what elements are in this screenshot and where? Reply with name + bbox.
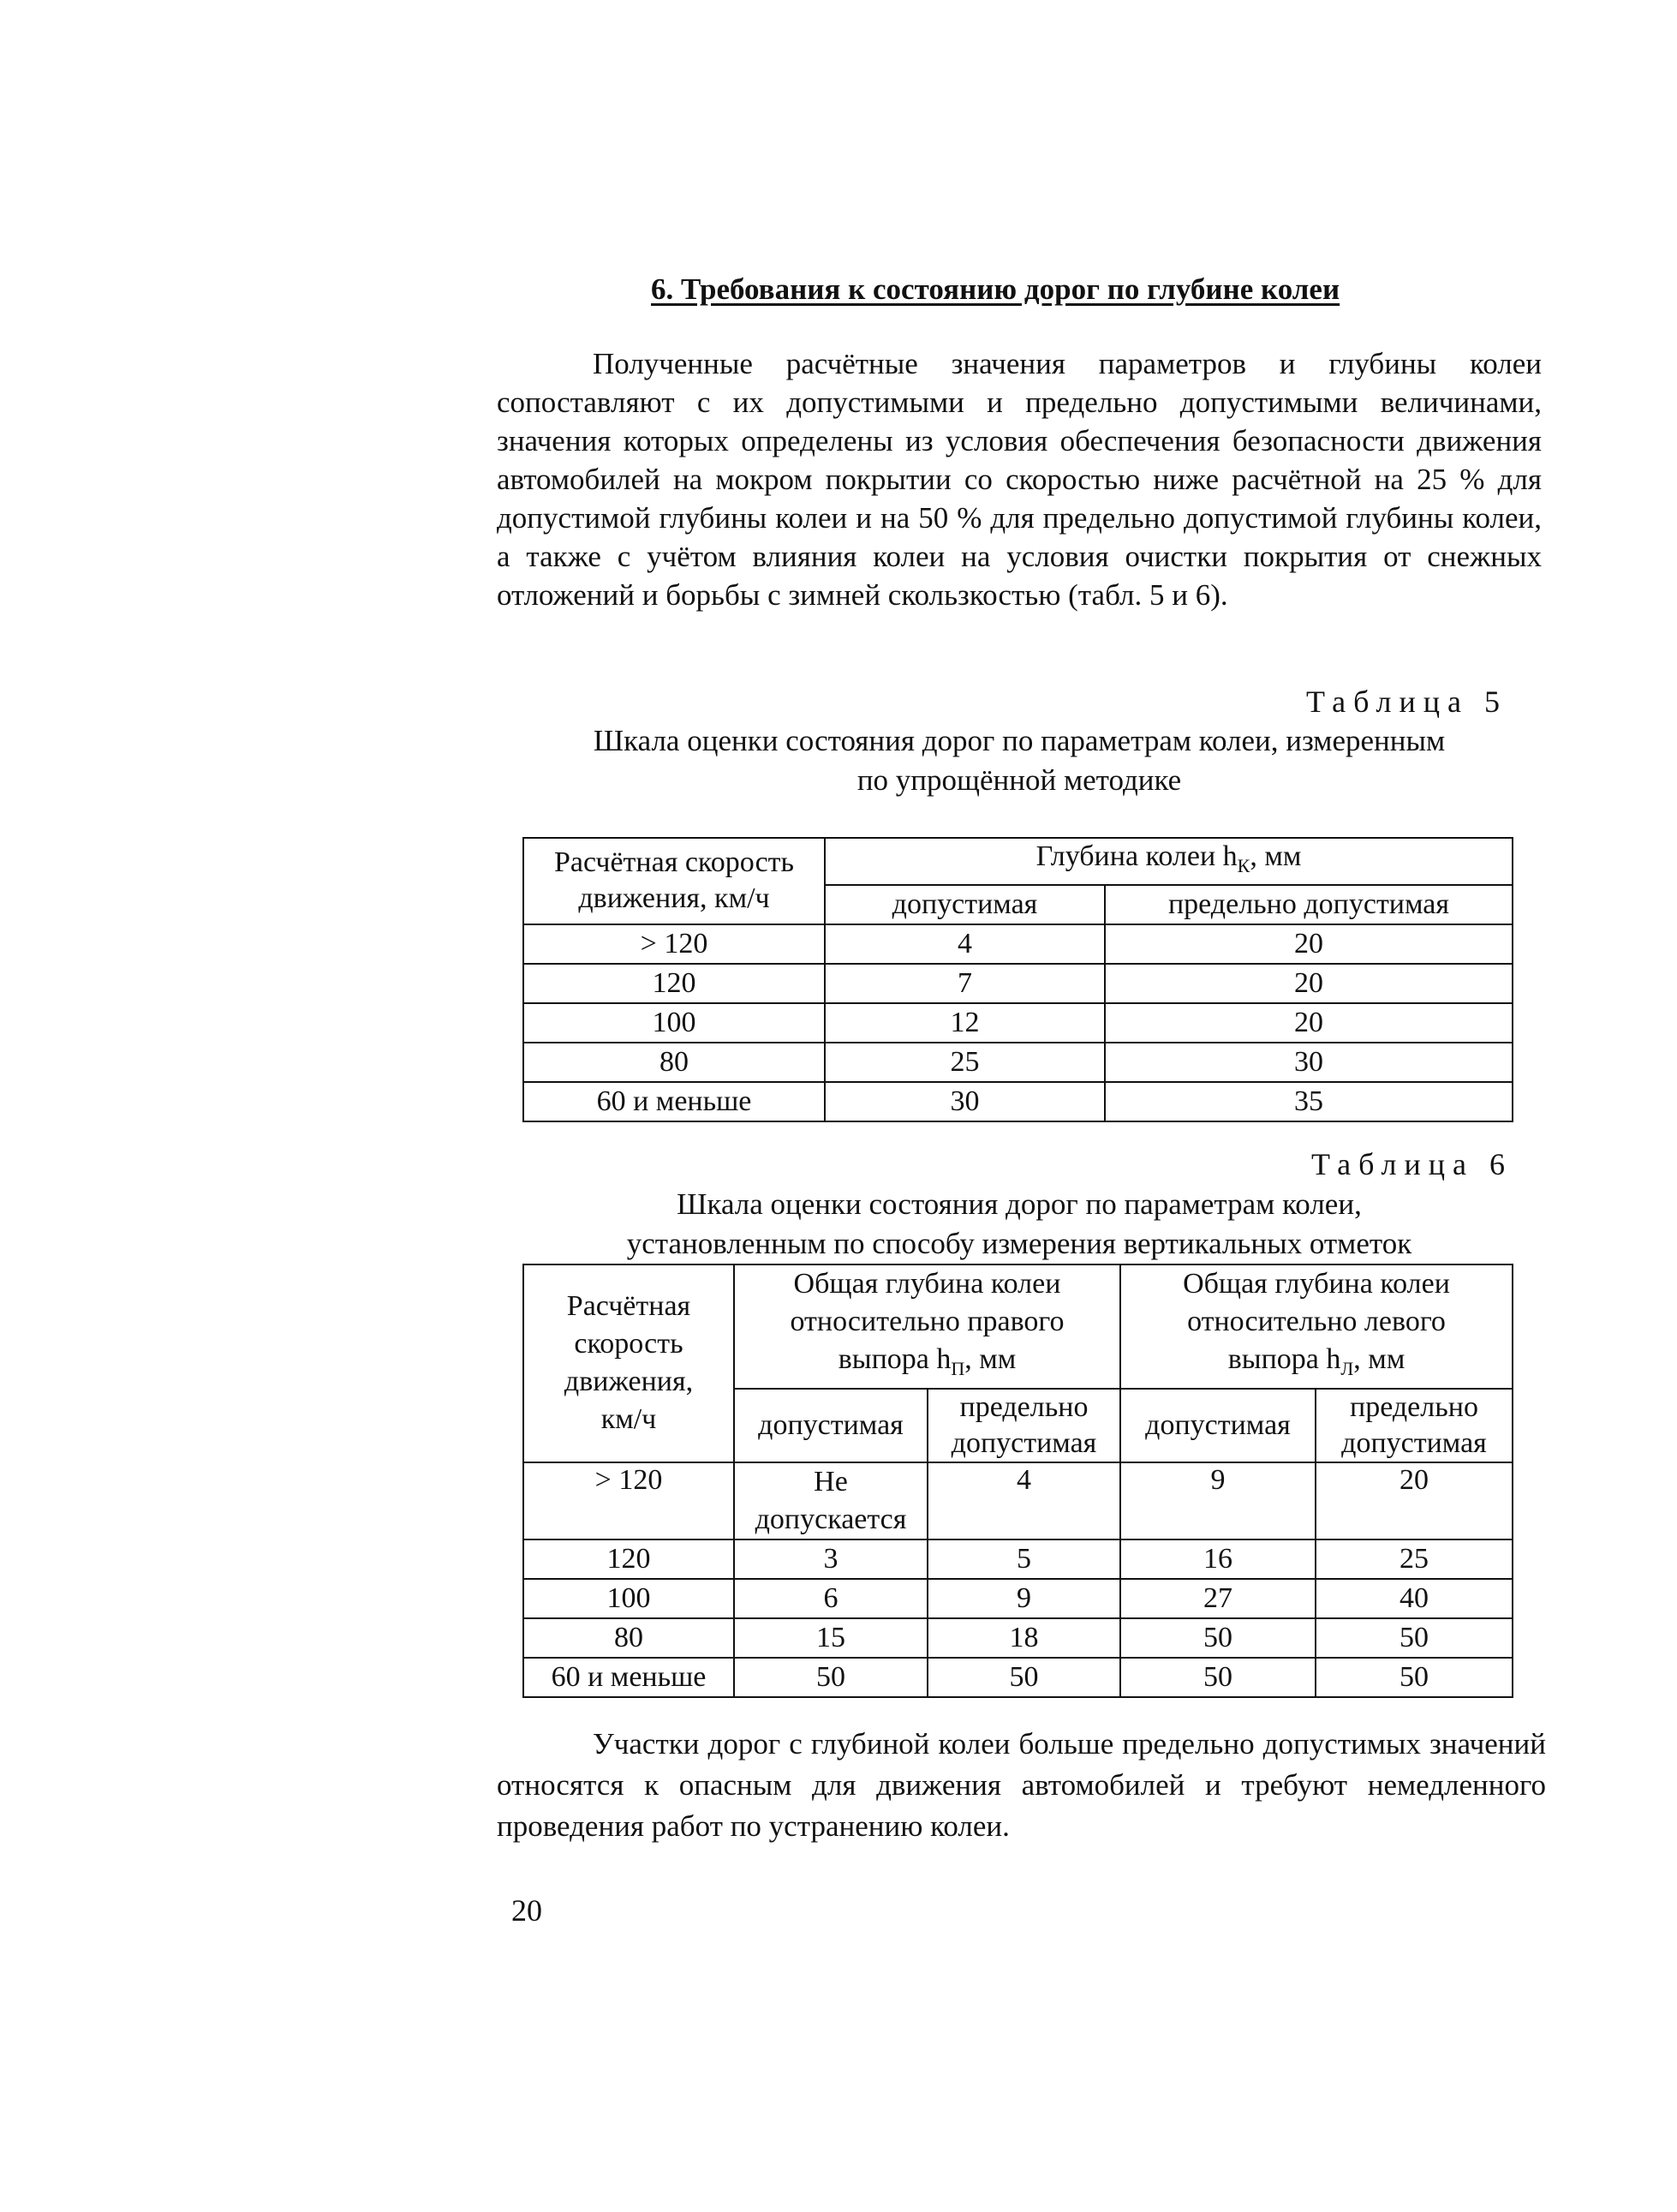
table6-cell-right-allowed	[734, 1462, 928, 1539]
table6-cell-right-max: 9	[928, 1579, 1120, 1618]
table6-label: Таблица 6	[1311, 1147, 1513, 1181]
table-row	[523, 1579, 1513, 1618]
table6-header-right-line1: Общая глубина колеи	[793, 1268, 1061, 1300]
table6-header-left-line1: Общая глубина колеи	[1183, 1268, 1450, 1300]
table5-cell-speed: 100	[523, 1003, 825, 1043]
page-number: 20	[511, 1893, 542, 1928]
table6-cell-right-allowed: 3	[734, 1539, 928, 1579]
table5-header-allowed: допустимая	[825, 885, 1105, 924]
table-row	[523, 1539, 1513, 1579]
table6-header-left-prefix: выпора h	[1227, 1343, 1341, 1375]
table5-caption-line2: по упрощённой методике	[856, 763, 1182, 797]
table6-cell-left-max: 40	[1316, 1579, 1513, 1618]
table5-cell-speed: 80	[523, 1043, 825, 1082]
table6-header-right	[734, 1264, 1120, 1389]
table5-cell-max: 35	[1105, 1082, 1513, 1121]
table6-header-left-sub: Л	[1340, 1357, 1354, 1379]
conclusion-paragraph: Участки дорог с глубиной колеи больше предельно допустимых значений относятся к опасным для движения автомобилей и требуют немедленного проведения работ по устранению колеи.	[497, 1727, 1546, 1843]
table5	[522, 837, 1513, 1122]
table6-cell-speed: 100	[523, 1579, 734, 1618]
table6-caption	[497, 1185, 1542, 1264]
table6-cell-not-allowed-line1: Не	[814, 1465, 848, 1498]
table6-cell-left-max: 50	[1316, 1618, 1513, 1658]
table-row	[523, 1043, 1513, 1082]
table6-cell-not-allowed-line2: допускается	[755, 1503, 907, 1535]
table6-cell-left-allowed: 9	[1120, 1462, 1316, 1539]
table5-header-depth-prefix: Глубина колеи h	[1035, 840, 1238, 872]
table6-cell-speed: 80	[523, 1618, 734, 1658]
table6-cell-left-max: 20	[1316, 1462, 1513, 1539]
table-row	[523, 1618, 1513, 1658]
table-row	[523, 1003, 1513, 1043]
table6-header-right-sub: П	[951, 1357, 965, 1379]
table6-header-right-prefix: выпора h	[838, 1343, 952, 1375]
table6-header-speed-line2: скорость	[574, 1328, 683, 1360]
table6-cell-left-allowed: 16	[1120, 1539, 1316, 1579]
table5-cell-speed: 120	[523, 964, 825, 1003]
table5-header-depth-sub: К	[1237, 854, 1250, 876]
table6	[522, 1264, 1513, 1698]
table5-header-max-allowed: предельно допустимая	[1105, 885, 1513, 924]
table5-cell-allowed: 30	[825, 1082, 1105, 1121]
table6-header-speed-line4: км/ч	[600, 1403, 657, 1436]
table6-header-left-line3	[1125, 1341, 1508, 1388]
table6-header-left-line2: относительно левого	[1187, 1306, 1446, 1337]
table6-cell-speed: 60 и меньше	[523, 1658, 734, 1697]
table6-header-left-max	[1316, 1389, 1513, 1462]
table5-header-depth-suffix: , мм	[1250, 840, 1302, 872]
table5-caption-line1: Шкала оценки состояния дорог по параметрам колеи, измеренным	[593, 724, 1446, 757]
table5-cell-speed: 60 и меньше	[523, 1082, 825, 1121]
table-row	[523, 924, 1513, 964]
table6-cell-left-allowed: 27	[1120, 1579, 1316, 1618]
table5-header-depth	[825, 838, 1513, 885]
table5-label: Таблица 5	[1306, 685, 1507, 719]
section-heading: 6. Требования к состоянию дорог по глубине колеи	[651, 272, 1340, 306]
table6-header-right-max-line2: допустимая	[951, 1426, 1097, 1459]
table5-header-speed-line2: движения, км/ч	[578, 882, 770, 915]
table-row	[523, 1082, 1513, 1121]
table6-cell-right-max: 4	[928, 1462, 1120, 1539]
table6-header-left-max-line1: предельно	[1350, 1390, 1478, 1423]
table5-cell-max: 20	[1105, 964, 1513, 1003]
table6-cell-left-max: 25	[1316, 1539, 1513, 1579]
table5-header-speed	[523, 838, 825, 924]
table5-caption	[497, 721, 1542, 800]
table6-cell-right-max: 18	[928, 1618, 1120, 1658]
table-row	[523, 1462, 1513, 1539]
table5-cell-allowed: 25	[825, 1043, 1105, 1082]
table5-header-speed-line1: Расчётная скорость	[553, 846, 795, 879]
table5-cell-allowed: 12	[825, 1003, 1105, 1043]
table6-header-right-allowed: допустимая	[734, 1389, 928, 1462]
table6-header-speed	[523, 1264, 734, 1462]
table-row	[523, 964, 1513, 1003]
table6-cell-left-allowed: 50	[1120, 1618, 1316, 1658]
table6-header-left-allowed: допустимая	[1120, 1389, 1316, 1462]
table6-caption-line2: установленным по способу измерения вертикальных отметок	[626, 1227, 1412, 1260]
table6-header-left-suffix: , мм	[1353, 1343, 1405, 1375]
table6-header-right-max	[928, 1389, 1120, 1462]
table6-cell-right-allowed: 6	[734, 1579, 928, 1618]
table6-cell-right-max: 50	[928, 1658, 1120, 1697]
table6-cell-right-allowed: 15	[734, 1618, 928, 1658]
table6-header-right-suffix: , мм	[964, 1343, 1017, 1375]
table-row	[523, 1658, 1513, 1697]
table5-cell-allowed: 4	[825, 924, 1105, 964]
intro-paragraph: Полученные расчётные значения параметров и глубины колеи сопоставляют с их допустимыми и предельно допустимыми величинами, значения которых определены из условия обеспечения безопасности движения автомобилей на мокром покрытии со скоростью ниже расчётной на 25 % для допустимой глубины колеи и на 50 % для предельно допустимой глубины колеи, а также с учётом влияния колеи на условия очистки покрытия от снежных отложений и борьбы с зимней скользкостью (табл. 5 и 6).	[497, 347, 1542, 612]
table5-cell-speed: > 120	[523, 924, 825, 964]
table6-cell-speed: 120	[523, 1539, 734, 1579]
table6-cell-right-allowed: 50	[734, 1658, 928, 1697]
table6-cell-right-max: 5	[928, 1539, 1120, 1579]
table6-header-right-line3	[738, 1341, 1116, 1388]
table6-header-left	[1120, 1264, 1513, 1389]
table6-header-right-line2: относительно правого	[790, 1306, 1065, 1337]
table6-header-speed-line3: движения,	[564, 1366, 694, 1398]
table5-cell-max: 20	[1105, 1003, 1513, 1043]
table5-cell-max: 30	[1105, 1043, 1513, 1082]
table6-caption-line1: Шкала оценки состояния дорог по параметрам колеи,	[677, 1187, 1362, 1221]
table6-header-right-max-line1: предельно	[959, 1390, 1089, 1423]
table5-cell-max: 20	[1105, 924, 1513, 964]
table5-cell-allowed: 7	[825, 964, 1105, 1003]
table6-cell-speed: > 120	[523, 1462, 734, 1539]
table6-cell-left-allowed: 50	[1120, 1658, 1316, 1697]
table6-header-speed-line1: Расчётная	[566, 1290, 691, 1323]
table6-header-left-max-line2: допустимая	[1341, 1426, 1487, 1459]
table6-cell-left-max: 50	[1316, 1658, 1513, 1697]
